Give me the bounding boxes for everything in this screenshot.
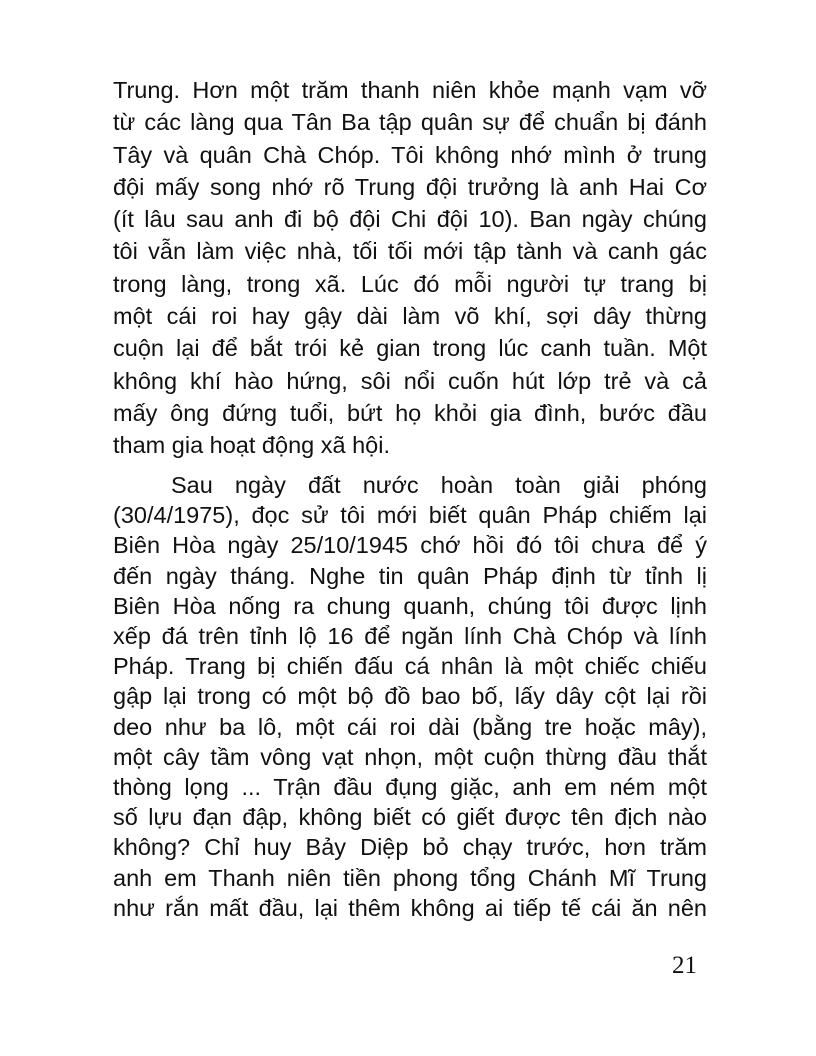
text-line: đến ngày tháng. Nghe tin quân Pháp định từ tỉnh lị	[113, 562, 707, 589]
text-line: số lựu đạn đập, không biết có giết được tên địch nào	[113, 804, 707, 831]
text-line: một cây tầm vông vạt nhọn, một cuộn thừng đầu thắt	[113, 743, 707, 770]
text-line: không khí hào hứng, sôi nổi cuốn hút lớp trẻ và cả	[113, 367, 707, 394]
text-line: không? Chỉ huy Bảy Diệp bỏ chạy trước, hơn trăm	[113, 834, 707, 861]
text-line: (ít lâu sau anh đi bộ đội Chi đội 10). Ban ngày chúng	[113, 206, 707, 233]
text-line: Trung. Hơn một trăm thanh niên khỏe mạnh vạm vỡ	[113, 77, 707, 103]
paragraph-2	[113, 470, 707, 923]
text-line: (30/4/1975), đọc sử tôi mới biết quân Pháp chiếm lại	[113, 502, 707, 529]
text-line: Pháp. Trang bị chiến đấu cá nhân là một chiếc chiếu	[113, 653, 707, 680]
page-number: 21	[672, 952, 697, 979]
text-line: như rắn mất đầu, lại thêm không ai tiếp tế cái ăn nên	[113, 894, 707, 921]
text-line: cuộn lại để bắt trói kẻ gian trong lúc canh tuần. Một	[113, 335, 707, 362]
text-line: tôi vẫn làm việc nhà, tối tối mới tập tành và canh gác	[113, 238, 707, 265]
text-line: mấy ông đứng tuổi, bứt họ khỏi gia đình, bước đầu	[113, 399, 707, 426]
text-line: một cái roi hay gậy dài làm võ khí, sợi dây thừng	[113, 303, 707, 330]
text-line: từ các làng qua Tân Ba tập quân sự để chuẩn bị đánh	[113, 109, 707, 136]
text-line: Biên Hòa ngày 25/10/1945 chớ hồi đó tôi chưa để ý	[113, 532, 707, 559]
text-line: gập lại trong có một bộ đồ bao bố, lấy dây cột lại rồi	[113, 683, 707, 710]
text-line: đội mấy song nhớ rõ Trung đội trưởng là anh Hai Cơ	[113, 173, 707, 200]
text-line: xếp đá trên tỉnh lộ 16 để ngăn lính Chà Chóp và lính	[113, 623, 707, 650]
text-line: Biên Hòa nống ra chung quanh, chúng tôi được lịnh	[113, 592, 707, 619]
text-line: trong làng, trong xã. Lúc đó mỗi người tự trang bị	[113, 270, 707, 297]
text-line: Sau ngày đất nước hoàn toàn giải phóng	[171, 472, 707, 498]
text-line: anh em Thanh niên tiền phong tổng Chánh Mĩ Trung	[113, 864, 707, 891]
text-line: Tây và quân Chà Chóp. Tôi không nhớ mình ở trung	[113, 141, 707, 168]
text-line: deo như ba lô, một cái roi dài (bằng tre hoặc mây),	[113, 713, 707, 740]
paragraph-1	[113, 74, 707, 462]
text-line: thòng lọng ... Trận đầu đụng giặc, anh em ném một	[113, 774, 707, 801]
text-line: tham gia hoạt động xã hội.	[113, 432, 390, 459]
